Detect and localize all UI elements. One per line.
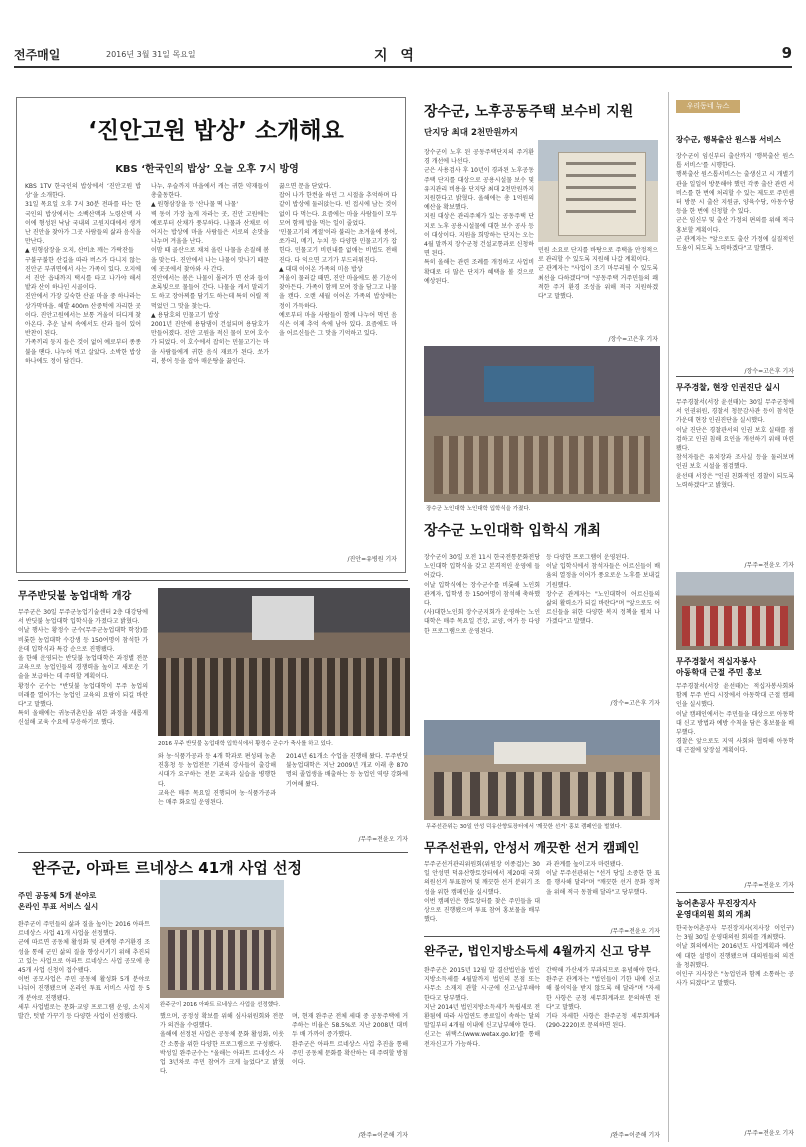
main-story-col3: 끓으면 문을 닫았다. 잡어 나가 한켠을 하던 그 시절을 추억하며 다같이 밥상에 둘러앉는다. 빈 접시에 남는 것이 없이 다 먹는다. 요즘에는 마을 사람들이 모두 모여 함께 밥을 먹는 일이 줄었다. '민물고기의 계절'이라 불리는 초겨울에 붕어, 쏘가리, 메기, 누치 등 다양한 민물고기가 잡힌다. 민물고기 비린내를 없애는 비법도 전해진다. 다 익으면 고기가 부드러워진다. ▲ 대대 이어온 가족의 미음 밥상 겨울이 물러갈 때면, 진안 마을에도 봄 기운이 찾아든다. 가족이 함께 모여 장을 담그고 나물을 캔다. 오랜 세월 이어온 가족의 밥상에는 정이 가득하다. 예로부터 마을 사람들이 함께 나누어 먹던 음식은 이제 추억 속에 남아 있다. 요즘에도 마을 어르신들은 그 맛을 기억하고 있다. [279, 183, 397, 338]
side-police-byline: /무주=전윤오 기자 [744, 562, 794, 569]
renaissance-title: 완주군, 아파트 르네상스 41개 사업 선정 [32, 859, 303, 877]
school-col2: 등 다양한 프로그램이 운영된다. 이날 입학식에서 참석자들은 어르신들이 배움의 열정을 이어가 풍요로운 노후를 보내길 기원했다. 장수군 관계자는 "노인대학이 어르신들의 삶의 활력소가 되길 바란다"며 "앞으로도 어르신들을 위한 다양한 복지 정책을 펼쳐 나가겠다"고 말했다. [546, 554, 660, 626]
side-safety-body: 무주경찰서(서장 윤선태)는 적십자봉사회와 함께 무주 반디 시장에서 아동학대 근절 캠페인을 실시했다. 이날 캠페인에서는 주민들을 대상으로 아동학대 신고 방법과 예방 수칙을 담은 홍보물을 배부했다. 경찰은 앞으로도 지역 사회와 협력해 아동학대 근절에 앞장설 계획이다. [676, 683, 794, 755]
side-jangsu-title: 장수군, 행복출산 원스톱 서비스 [676, 135, 781, 144]
tax-byline: /완주=이준해 기자 [610, 1132, 660, 1139]
school-title: 장수군 노인대학 입학식 개최 [424, 523, 601, 539]
issue-date: 2016년 3월 31일 목요일 [106, 50, 196, 59]
side-safety-photo [676, 572, 794, 650]
main-story-title: ‘진안고원 밥상’ 소개해요 [88, 118, 344, 144]
apartment-photo [538, 140, 658, 242]
page-header [14, 44, 792, 68]
muju-school-photo [158, 588, 410, 736]
section-rule [18, 852, 408, 853]
renaissance-photo-caption: 완주군이 2016 아파트 르네상스 사업을 선정했다. [160, 1002, 281, 1008]
renaissance-subtitle: 주민 공동체 5개 분야로 온라인 투표 서비스 실시 [18, 891, 99, 911]
side-jangsu-body: 장수군이 임신부터 출산까지 '행복출산 원스톱 서비스'를 시행한다. 행복출산 원스톱서비스는 출생신고 시 개별기관을 일일이 방문해야 했던 각종 출산 관련 서비스를 한 번에 처리할 수 있는 제도로 주민센터 방문 시 출산 지원금, 양육수당, 아동수당 등을 한 번에 신청할 수 있다. 군은 임신부 및 출산 가정의 편의를 위해 적극 홍보할 계획이다. 군 관계자는 "앞으로도 출산 가정에 실질적인 도움이 되도록 노력하겠다"고 말했다. [676, 153, 794, 253]
housing-col1: 장수군이 노후 된 공동주택단지의 주거환경 개선에 나선다. 군은 사용검사 후 10년이 경과된 노후공동주택 단지를 대상으로 공용시설물 보수 및 유지관리 비용을 단지당 최대 2천만원까지 지원한다고 밝혔다. 올해에는 총 1억원의 예산을 확보했다. 지원 대상은 관리주체가 있는 공동주택 단지로 노후 공용시설물에 대한 보수 공사 등이 대상이다. 지원을 희망하는 단지는 오는 4월 말까지 장수군청 건설교통과로 신청하면 된다. 특히 올해는 관련 조례를 개정하고 사업비 확대로 더 많은 단지가 혜택을 볼 것으로 예상된다. [424, 149, 534, 285]
section-rule [676, 892, 794, 893]
renaissance-col2: 했으며, 공정성 확보를 위해 심사위원회와 전문가 의견을 수렴했다. 올해에 선정된 사업은 공동체 문화 활성화, 이웃 간 소통을 위한 다양한 프로그램으로 구성됐다. 박성일 완주군수는 "올해는 아파트 르네상스 사업 3년차로 주민 참여가 크게 늘었다"고 밝혔다. [160, 1013, 284, 1076]
school-col1: 장수군이 30일 오전 11시 한국전통문화전당 노인대학 입학식을 갖고 본격적인 운영에 들어갔다. 이날 입학식에는 장수군수를 비롯해 노인회 관계자, 입학생 등 150여명이 참석해 축하했다. (사)대한노인회 장수군지회가 운영하는 노인대학은 매주 목요일 건강, 교양, 여가 등 다양한 프로그램으로 운영된다. [424, 554, 540, 635]
renaissance-col3: 며, 현재 완주군 전체 세대 중 공동주택에 거주하는 비율은 58.5%로 지난 2008년 대비 두 배 가까이 증가했다. 완주군은 아파트 르네상스 사업 추진을 통해 주민 공동체 문화를 확산하는 데 주력할 방침이다. [292, 1013, 408, 1067]
main-story-col1: KBS 1TV 한국인의 밥상에서 ‘진안고원 밥상’을 소개한다. 31일 목요일 오후 7시 30분 전파를 타는 한국인의 밥상에서는 소백산맥과 노령산맥 사이에 형성된 낙남 국내의 고원지대에서 생겨난 진안을 찾아가 그곳 사람들의 삶과 음식을 만난다. ▲ 원형삼장을 오지, 산비초 깨는 가락잔들 구불구불한 산길을 따라 버스가 다니지 않는 진안군 부귀면에서 사는 가족이 있다. 오지에서 진안 읍내까지 택시를 타고 나가야 해서 밭과 산이 하나인 시골이다. 진안에서 가장 깊숙한 산골 마을 중 하나라는 상가막마을. 해발 400m 산중턱에 자리한 곳이다. 진안고원에서는 보통 겨울이 더디게 찾아온다. 추운 날씨 속에서도 산과 들이 있어 반찬이 된다. 가족끼리 둥지 들은 것이 없어 예로부터 종종 불을 땐다. 나누어 먹고 살았다. 소박한 밥상 하나에도 정이 담긴다. [25, 183, 141, 365]
side-agri-byline: /무주=전윤오 기자 [744, 1130, 794, 1137]
main-story-byline: /진안=유병원 기자 [347, 556, 397, 563]
section-rule [676, 376, 794, 377]
side-agri-title: 농어촌공사 무진장지사 운영대의원 회의 개최 [676, 899, 757, 919]
tax-col1: 완주군은 2015년 12월 말 결산법인을 법인지방소득세를 4월말까지 법인의 본점 또는 사무소 소재지 관할 시·군에 신고·납부해야 한다고 당부했다. 지난 2014년 법인지방소득세가 독립세로 전환됨에 따라 사업연도 종료일이 속하는 달의 말일부터 4개월 이내에 신고납부해야 한다. 신고는 위택스(www.wetax.go.kr)를 통해 전자신고가 가능하다. [424, 967, 540, 1048]
election-byline: /무주=전윤오 기자 [610, 928, 660, 935]
muju-school-body: 무주군은 30일 무주군농업기술센터 2층 대강당에서 반딧불 농업대학 입학식을 가졌다고 밝혔다. 이날 행사는 황정수 군수(무주군농업대학 학장)를 비롯한 농업대학 수강생 등 150여명이 참석한 가운데 입학식과 특강 순으로 진행됐다. 올 한해 운영되는 반딧불 농업대학은 과정별 전문 교육으로 농업인들의 경쟁력을 높이고 새로운 기술을 보급하는 데 주력할 계획이다. 황정수 군수는 "반딧불 농업대학이 무주 농업의 미래를 열어가는 농업인 교육의 요람이 되길 바란다"고 말했다. 특히 올해에는 귀농귀촌인을 위한 과정을 새롭게 신설해 교육 수요에 부응하기로 했다. [18, 609, 148, 727]
side-agri-body: 한국농어촌공사 무진장지사(지사장 이인구)는 3월 30일 운영대의원 회의를 개최했다. 이날 회의에서는 2016년도 사업계획과 예산에 대한 설명이 진행됐으며 대의원들의 의견을 청취했다. 이인구 지사장은 "농업인과 함께 소통하는 공사가 되겠다"고 말했다. [676, 925, 794, 988]
section-name: 지 역 [374, 48, 418, 64]
school-byline: /장수=고은후 기자 [610, 700, 660, 707]
housing-col2: 민원 소요로 단지를 바탕으로 주택을 안정적으로 관리할 수 있도록 지원해 나갈 계획이다. 군 관계자는 "사업이 조기 마무리될 수 있도록 최선을 다하겠다"며 "공동주택 거주민들의 쾌적한 주거 환경 조성을 위해 적극 지원하겠다"고 말했다. [538, 247, 658, 301]
renaissance-col1: 완주군이 주민들의 삶과 질을 높이는 2016 아파트 르네상스 사업 41개 사업을 선정했다. 군에 따르면 공동체 활성화 및 관계형 주거환경 조성을 통해 군민 삶의 질을 향상시키기 위해 추진되고 있는 사업으로 아파트 르네상스 사업 공모에 총 45개 사업 신청이 접수됐다. 이번 공모사업은 주민 공동체 활성화 5개 분야로 나뉘어 진행됐으며 온라인 투표 서비스 사업 등 5개 분야로 진행됐다. 세부 사업별로는 문화·교양 프로그램 운영, 소식지 발간, 텃밭 가꾸기 등 다양한 사업이 선정됐다. [18, 921, 150, 1021]
main-story-subtitle: KBS ‘한국인의 밥상’ 오늘 오후 7시 방영 [115, 164, 299, 175]
muju-school-photo-caption: 2016 무주 반딧불 농업대학 입학식에서 황정수 군수가 축사를 하고 있다. [158, 741, 333, 747]
page-number: 9 [781, 44, 792, 62]
election-title: 무주선관위, 안성서 깨끗한 선거 캠페인 [424, 840, 640, 855]
renaissance-byline: /완주=이준해 기자 [358, 1132, 408, 1139]
muju-school-title: 무주반딧불 농업대학 개강 [18, 591, 132, 602]
side-police-body: 무주경찰서(서장 윤선태)는 30일 무주군청에서 인권위원, 경찰서 청문감사관 등이 참석한 가운데 현장 인권진단을 실시했다. 이날 진단은 경찰관서의 인권 보호 실태를 점검하고 인권 침해 요인을 개선하기 위해 마련됐다. 참석자들은 유치장과 조사실 등을 둘러보며 인권 보호 시설을 점검했다. 윤선태 서장은 "인권 친화적인 경찰이 되도록 노력하겠다"고 밝혔다. [676, 399, 794, 489]
local-news-banner: 우리동네 뉴스 [676, 100, 740, 113]
main-story-col2: 나누, 우슬까지 마을에서 캐는 귀한 약재들이 총출동한다. ▲ 원형삼장을 등 '산나물 떡 나물' 벽 동이 가장 높게 자라는 곳, 진안 고원에는 예로부터 산채가 풍부하다. 나물과 산채로 이어지는 밥상에 마을 사람들은 서로의 손맛을 나누며 겨울을 난다. 이맘 때 골산으로 채쳐 올린 나물을 손질해 봄을 맞는다. 진안에서 나는 나물이 맛나기 때문에 곳곳에서 찾아와 사 간다. 진안에서는 봄은 나물이 몰려가 면 산과 들이 초록빛으로 물들어 간다. 나물을 캐서 말리기도 하고 장아찌를 담기도 하는데 특히 어릴 적 먹었던 그 맛을 찾는다. ▲ 용담호의 민물고기 밥상 2001년 진안에 용담댐이 건설되며 용담호가 만들어졌다. 진안 고원을 적신 물이 모여 호수가 되었다. 이 호수에서 잡히는 민물고기는 마을 사람들에게 귀한 음식 재료가 된다. 쏘가리, 붕어 등을 잡아 매운탕을 끓인다. [151, 183, 269, 365]
election-col1: 무주군선거관리위원회(위원장 이종걸)는 30일 안성면 덕유산향토장터에서 제20대 국회의원선거 투표참여 및 깨끗한 선거 분위기 조성을 위한 캠페인을 실시했다. 이번 캠페인은 향토장터를 찾은 주민들을 대상으로 진행됐으며 투표 참여 홍보물을 배부했다. [424, 861, 540, 924]
main-story-box [16, 97, 406, 573]
tax-col2: 간략해 가산세가 부과되므로 유념해야 한다. 완주군 관계자는 "법인들이 기한 내에 신고해 불이익을 받지 않도록 해 달라"며 "자세한 사항은 군청 세무회계과로 문의하면 된다"고 말했다. 기타 자세한 사항은 완주군청 세무회계과(290-2220)로 문의하면 된다. [546, 967, 660, 1030]
newspaper-name: 전주매일 [14, 48, 61, 62]
side-police-title: 무주경찰, 현장 인권진단 실시 [676, 383, 781, 392]
school-photo [424, 346, 660, 502]
section-rule [424, 936, 660, 937]
muju-school-byline: /무주=전윤오 기자 [358, 836, 408, 843]
renaissance-photo [160, 880, 284, 998]
side-jangsu-byline: /장수=고은후 기자 [744, 368, 794, 375]
side-safety-byline: /무주=전윤오 기자 [744, 882, 794, 889]
housing-byline: /장수=고은후 기자 [608, 336, 658, 343]
election-col2: 과 관계를 높이고자 마련됐다. 이날 무주선관위는 "선거 당일 소중한 한 표를 행사해 달라"며 "깨끗한 선거 문화 정착을 위해 적극 동참해 달라"고 당부했다. [546, 861, 660, 896]
school-photo-caption: 장수군 노인대학 노인대학 입학식을 가졌다. [426, 506, 531, 512]
housing-subtitle: 단지당 최대 2천만원까지 [424, 128, 518, 138]
column-divider [668, 92, 669, 1142]
muju-school-col2: 와 농·식품가공과 등 4개 학과로 편성돼 농촌진흥청 등 농업전문 기관의 강사들이 출강해 시대가 요구하는 전문 교육과 실습을 병행한다. 교육은 매주 목요일 진행되며 농·식품가공과는 매주 화요일 운영된다. [158, 753, 276, 807]
election-photo [424, 720, 660, 820]
election-photo-caption: 무주선관위는 30일 안성 덕유산향토장터에서 '깨끗한 선거' 홍보 캠페인을 벌였다. [426, 824, 622, 830]
tax-title: 완주군, 법인지방소득세 4월까지 신고 당부 [424, 944, 651, 958]
section-rule [18, 580, 408, 581]
housing-title: 장수군, 노후공동주택 보수비 지원 [424, 104, 634, 120]
side-safety-title: 무주경찰서 적십자봉사 아동학대 근절 주민 홍보 [676, 657, 762, 677]
muju-school-col3: 2014년 61개소 수업을 진행해 왔다. 무주반딧불농업대학은 지난 2009년 개교 이래 총 870명의 졸업생을 배출하는 등 농업인 역량 강화에 기여해 왔다. [286, 753, 410, 788]
